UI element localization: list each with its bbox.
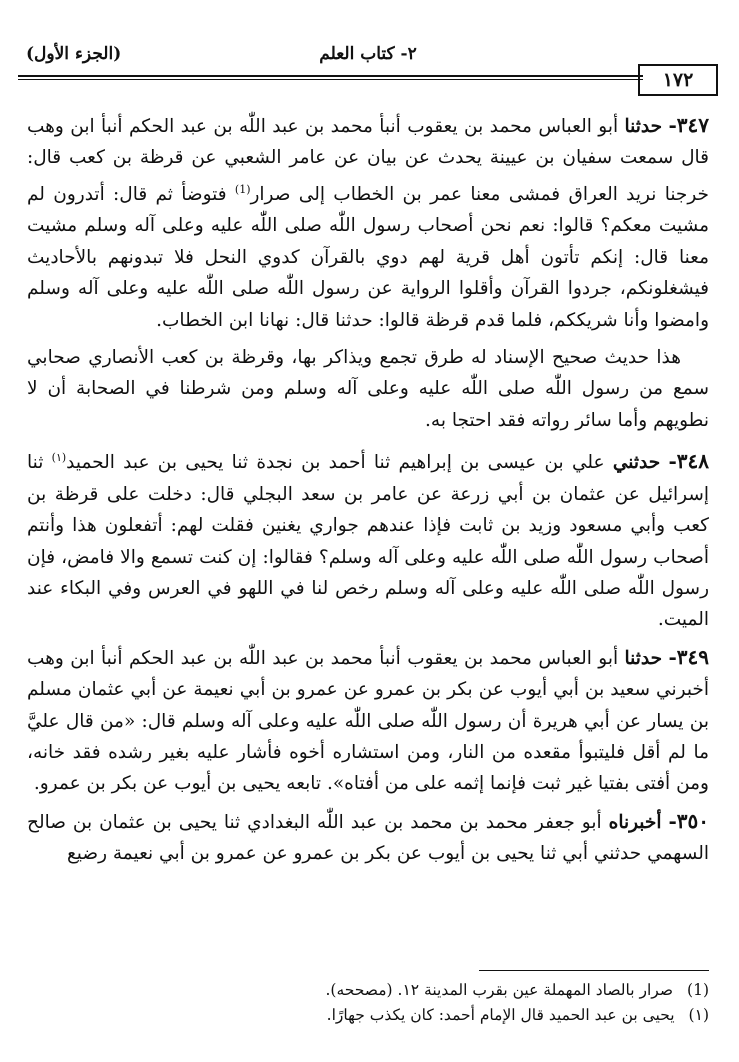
hadith-347: [27, 110, 709, 336]
footnote-text: يحيى بن عبد الحميد قال الإمام أحمد: كان يكذب جهارًا.: [326, 1006, 675, 1024]
footnote-2: [27, 1003, 709, 1028]
hadith-keyword: حدثني: [612, 452, 661, 474]
hadith-text: علي بن عيسى بن إبراهيم ثنا أحمد بن نجدة ثنا يحيى بن عبد الحميد: [66, 452, 613, 474]
hadith-keyword: حدثنا: [624, 647, 663, 669]
hadith-text: أبو العباس محمد بن يعقوب أنبأ محمد بن عبد اللّٰه بن عبد الحكم أنبأ ابن وهب قال سمعت سفيان بن عيينة يحدث عن بيان عن عامر الشعبي عن قرظة بن كعب قال: خرجنا نريد العراق فمشى معنا عمر بن الخطاب إلى صرار: [27, 116, 709, 205]
chapter-title: ٢- كتاب العلم: [319, 44, 417, 64]
page-number: ١٧٢: [638, 64, 718, 96]
hadith-350: [27, 806, 709, 870]
hadith-keyword: أخبرناه: [608, 811, 662, 833]
main-text: [27, 110, 709, 876]
hadith-number: ٣٤٧-: [668, 113, 709, 137]
hadith-keyword: حدثنا: [624, 116, 663, 137]
hadith-number: ٣٤٩-: [668, 644, 709, 669]
page-header: [18, 42, 718, 91]
hadith-text-continued: ثنا إسرائيل عن عثمان بن أبي زرعة عن عامر بن سعد البجلي قال: دخلت على قرظة بن كعب وأبي مسعود وزيد بن ثابت فإذا عندهم جواري يغنين فقلت لهم: أتفعلون هذا وأنتم أصحاب رسول اللّٰه صلى اللّٰه عليه وعلى آله وسلم؟ فقالوا: إن كنت تسمع والا فامض، فإن رسول اللّٰه صلى اللّٰه عليه وعلى آله وسلم رخص لنا في اللهو في العرس وفي البكاء عند الميت.: [27, 452, 709, 631]
hadith-number: ٣٤٨-: [668, 449, 710, 474]
footnote-mark: (1): [687, 981, 709, 999]
footnote-marker[interactable]: (١): [51, 451, 67, 465]
footnotes: [27, 978, 709, 1028]
hadith-text: أبو العباس محمد بن يعقوب أنبأ محمد بن عبد اللّٰه بن عبد الحكم أنبأ ابن وهب أخبرني سعيد بن أبي أيوب عن بكر بن عمرو عن عمرو بن أبي نعيمة عن أبي عثمان مسلم بن يسار عن أبي هريرة أن رسول اللّٰه صلى اللّٰه عليه وعلى آله وسلم قال: «من قال عليَّ ما لم أقل فليتبوأ مقعده من النار، ومن استشاره أخوه فأشار عليه بغير رشده فقد خانه، ومن أفتى بفتيا غير ثبت فإنما إثمه على من أفتاه». تابعه يحيى بن أيوب عن بكر بن عمرو.: [27, 647, 709, 795]
footnote-rule: [479, 970, 709, 971]
hadith-number: ٣٥٠-: [668, 808, 709, 833]
hadith-text: أبو جعفر محمد بن محمد بن عبد اللّٰه البغدادي ثنا يحيى بن عثمان بن صالح السهمي حدثني أبي ثنا يحيى بن أيوب عن بكر بن عمرو عن عمرو بن أبي نعيمة رضيع: [27, 811, 709, 865]
hadith-comment: هذا حديث صحيح الإسناد له طرق تجمع ويذاكر بها، وقرظة بن كعب الأنصاري صحابي سمع من رسول اللّٰه صلى اللّٰه عليه وعلى آله وسلم ومن شرطنا في الصحابة أن لا نطويهم وأما سائر رواته فقد احتجا به.: [27, 347, 709, 431]
header-rule-thin: [18, 79, 643, 80]
volume-label: (الجزء الأول): [26, 44, 122, 64]
header-rule: [18, 75, 643, 77]
footnote-1: [27, 978, 709, 1003]
hadith-349: [27, 642, 709, 800]
hadith-348: [27, 442, 709, 636]
footnote-text: صرار بالصاد المهملة عين بقرب المدينة ١٢. (مصححه).: [325, 981, 673, 999]
footnote-marker[interactable]: (1): [234, 182, 251, 196]
hadith-text-continued: فتوضأ ثم قال: أتدرون لم مشيت معكم؟ قالوا: نعم نحن أصحاب رسول اللّٰه صلى اللّٰه عليه وعلى آله وسلم مشيت معنا قال: إنكم تأتون أهل قرية لهم دوي بالقرآن كدوي النحل فلا تبدونهم بالأحاديث فيشغلونكم، جردوا القرآن وأقلوا الرواية عن رسول اللّٰه صلى اللّٰه عليه وعلى آله وسلم وامضوا وأنا شريككم، فلما قدم قرظة قالوا: حدثنا قال: نهانا ابن الخطاب.: [27, 183, 709, 331]
footnote-mark: (١): [688, 1006, 709, 1024]
